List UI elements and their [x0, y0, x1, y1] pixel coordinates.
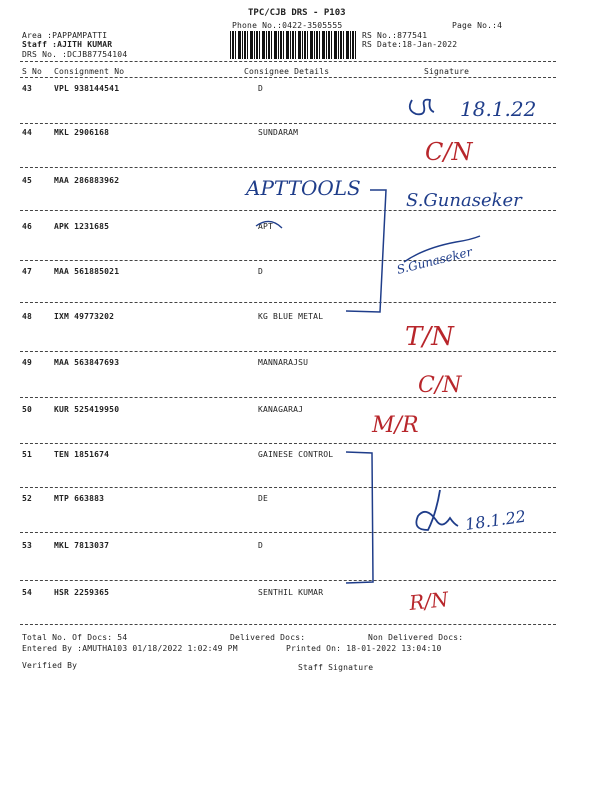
row-divider — [20, 210, 556, 211]
row-consignee: D — [258, 84, 264, 93]
handwritten-note: APTTOOLS — [246, 176, 361, 200]
sheet-title: TPC/CJB DRS - P103 — [248, 8, 346, 18]
col-signature: Signature — [424, 67, 470, 76]
bracket-line — [346, 190, 386, 312]
row-sno: 44 — [22, 128, 33, 137]
row-sno: 45 — [22, 176, 33, 185]
row-consignment: MKL 7813037 — [54, 541, 110, 550]
row-divider — [20, 167, 556, 168]
row-consignee: SUNDARAM — [258, 128, 299, 137]
rs-date: RS Date:18-Jan-2022 — [362, 40, 458, 49]
row-sno: 53 — [22, 541, 33, 550]
row-consignment: KUR 525419950 — [54, 405, 120, 414]
total-docs: Total No. Of Docs: 54 — [22, 633, 128, 642]
row-divider — [20, 532, 556, 533]
row-consignee: D — [258, 541, 264, 550]
page-number: Page No.:4 — [452, 21, 503, 30]
row-sno: 52 — [22, 494, 33, 503]
handwritten-note: C/N — [418, 373, 462, 398]
handwritten-signature: S.Gunaseker — [395, 244, 474, 277]
drs-number: DRS No. :DCJB87754104 — [22, 50, 128, 59]
row-consignee: DE — [258, 494, 269, 503]
header-divider — [20, 61, 556, 62]
printed-on: Printed On: 18-01-2022 13:04:10 — [286, 644, 442, 653]
row-consignee: KG BLUE METAL — [258, 312, 324, 321]
row-consignment: MAA 286883962 — [54, 176, 120, 185]
row-consignment: APK 1231685 — [54, 222, 110, 231]
row-divider — [20, 624, 556, 625]
row-consignment: MAA 561885021 — [54, 267, 120, 276]
blue-signature-squiggle — [410, 100, 434, 115]
row-divider — [20, 302, 556, 303]
columns-divider — [20, 77, 556, 78]
row-consignee: D — [258, 267, 264, 276]
bracket-line — [346, 452, 373, 583]
row-consignee: APT — [258, 222, 274, 231]
row-divider — [20, 397, 556, 398]
row-divider — [20, 487, 556, 488]
row-consignment: MAA 563847693 — [54, 358, 120, 367]
handwritten-date: 18.1.22 — [460, 97, 537, 121]
row-divider — [20, 443, 556, 444]
row-sno: 50 — [22, 405, 33, 414]
col-consignment: Consignment No — [54, 67, 125, 76]
row-consignment: IXM 49773202 — [54, 312, 115, 321]
handwritten-signature: S.Gunaseker — [406, 190, 522, 211]
entered-by: Entered By :AMUTHA103 01/18/2022 1:02:49 PM — [22, 644, 238, 653]
row-consignment: MKL 2906168 — [54, 128, 110, 137]
row-consignee: GAINESE CONTROL — [258, 450, 334, 459]
row-divider — [20, 260, 556, 261]
row-consignment: MTP 663883 — [54, 494, 105, 503]
row-sno: 54 — [22, 588, 33, 597]
non-delivered-docs: Non Delivered Docs: — [368, 633, 464, 642]
row-consignee: SENTHIL KUMAR — [258, 588, 324, 597]
row-consignee: KANAGARAJ — [258, 405, 304, 414]
handwritten-note: C/N — [425, 138, 473, 166]
row-divider — [20, 351, 556, 352]
row-consignment: TEN 1851674 — [54, 450, 110, 459]
barcode — [230, 31, 356, 59]
signature-scribble — [404, 236, 480, 262]
staff-label: Staff :AJITH KUMAR — [22, 40, 113, 49]
phone-number: Phone No.:0422-3505555 — [232, 21, 343, 30]
handwritten-date: 18.1.22 — [463, 506, 528, 534]
row-sno: 46 — [22, 222, 33, 231]
row-sno: 51 — [22, 450, 33, 459]
col-sno: S No — [22, 67, 43, 76]
row-divider — [20, 580, 556, 581]
row-divider — [20, 123, 556, 124]
row-consignee: MANNARAJSU — [258, 358, 309, 367]
row-sno: 47 — [22, 267, 33, 276]
col-consignee: Consignee Details — [244, 67, 330, 76]
row-sno: 49 — [22, 358, 33, 367]
area-label: Area :PAPPAMPATTI — [22, 31, 108, 40]
row-sno: 43 — [22, 84, 33, 93]
row-consignment: HSR 2259365 — [54, 588, 110, 597]
blue-signature-squiggle — [416, 490, 458, 530]
handwritten-note: T/N — [405, 322, 454, 352]
staff-signature-label: Staff Signature — [298, 663, 374, 672]
handwritten-note: R/N — [408, 586, 450, 615]
rs-number: RS No.:877541 — [362, 31, 428, 40]
handwritten-note: M/R — [372, 413, 419, 438]
verified-by: Verified By — [22, 661, 78, 670]
delivered-docs: Delivered Docs: — [230, 633, 306, 642]
row-consignment: VPL 938144541 — [54, 84, 120, 93]
row-sno: 48 — [22, 312, 33, 321]
